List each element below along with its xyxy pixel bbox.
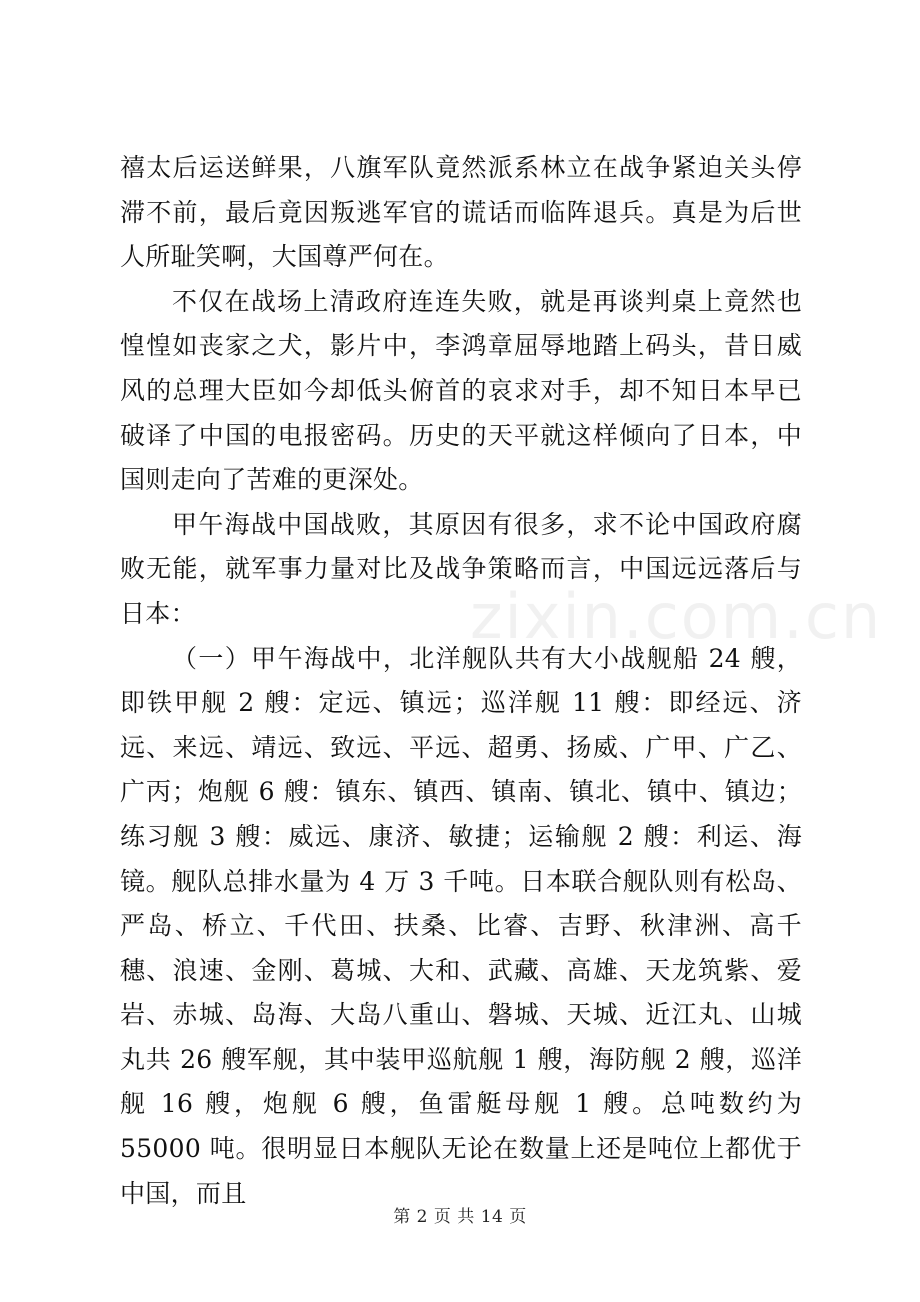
paragraph-3: 甲午海战中国战败，其原因有很多，求不论中国政府腐败无能，就军事力量对比及战争策略而言，中国远远落后与日本： xyxy=(120,509,802,628)
body-text xyxy=(120,146,802,1216)
page-number-footer: 第 2 页 共 14 页 xyxy=(393,1207,527,1227)
watermark: zixin.com.cn xyxy=(470,580,883,653)
paragraph-4: （一）甲午海战中，北洋舰队共有大小战舰船 24 艘，即铁甲舰 2 艘：定远、镇远；巡洋舰 11 艘：即经远、济远、来远、靖远、致远、平远、超勇、扬威、广甲、广乙、广丙；炮舰 6 艘：镇东、镇西、镇南、镇北、镇中、镇边；练习舰 3 艘：威远、康济、敏捷；运输舰 2 艘：利运、海镜。舰队总排水量为 4 万 3 千吨。日本联合舰队则有松岛、严岛、桥立、千代田、扶桑、比睿、吉野、秋津洲、高千穗、浪速、金刚、葛城、大和、武藏、高雄、天龙筑紫、爱岩、赤城、岛海、大岛八重山、磐城、天城、近江丸、山城丸共 26 艘军舰，其中装甲巡航舰 1 艘，海防舰 2 艘，巡洋舰 16 艘，炮舰 6 艘，鱼雷艇母舰 1 艘。总吨数约为 55000 吨。很明显日本舰队无论在数量上还是吨位上都优于中国，而且 xyxy=(120,643,802,1208)
paragraph-1: 禧太后运送鲜果，八旗军队竟然派系林立在战争紧迫关头停滞不前，最后竟因叛逃军官的谎话而临阵退兵。真是为后世人所耻笑啊，大国尊严何在。 xyxy=(120,153,802,272)
paragraph-2: 不仅在战场上清政府连连失败，就是再谈判桌上竟然也惶惶如丧家之犬，影片中，李鸿章屈辱地踏上码头，昔日威风的总理大臣如今却低头俯首的哀求对手，却不知日本早已破译了中国的电报密码。历史的天平就这样倾向了日本，中国则走向了苦难的更深处。 xyxy=(120,286,802,495)
